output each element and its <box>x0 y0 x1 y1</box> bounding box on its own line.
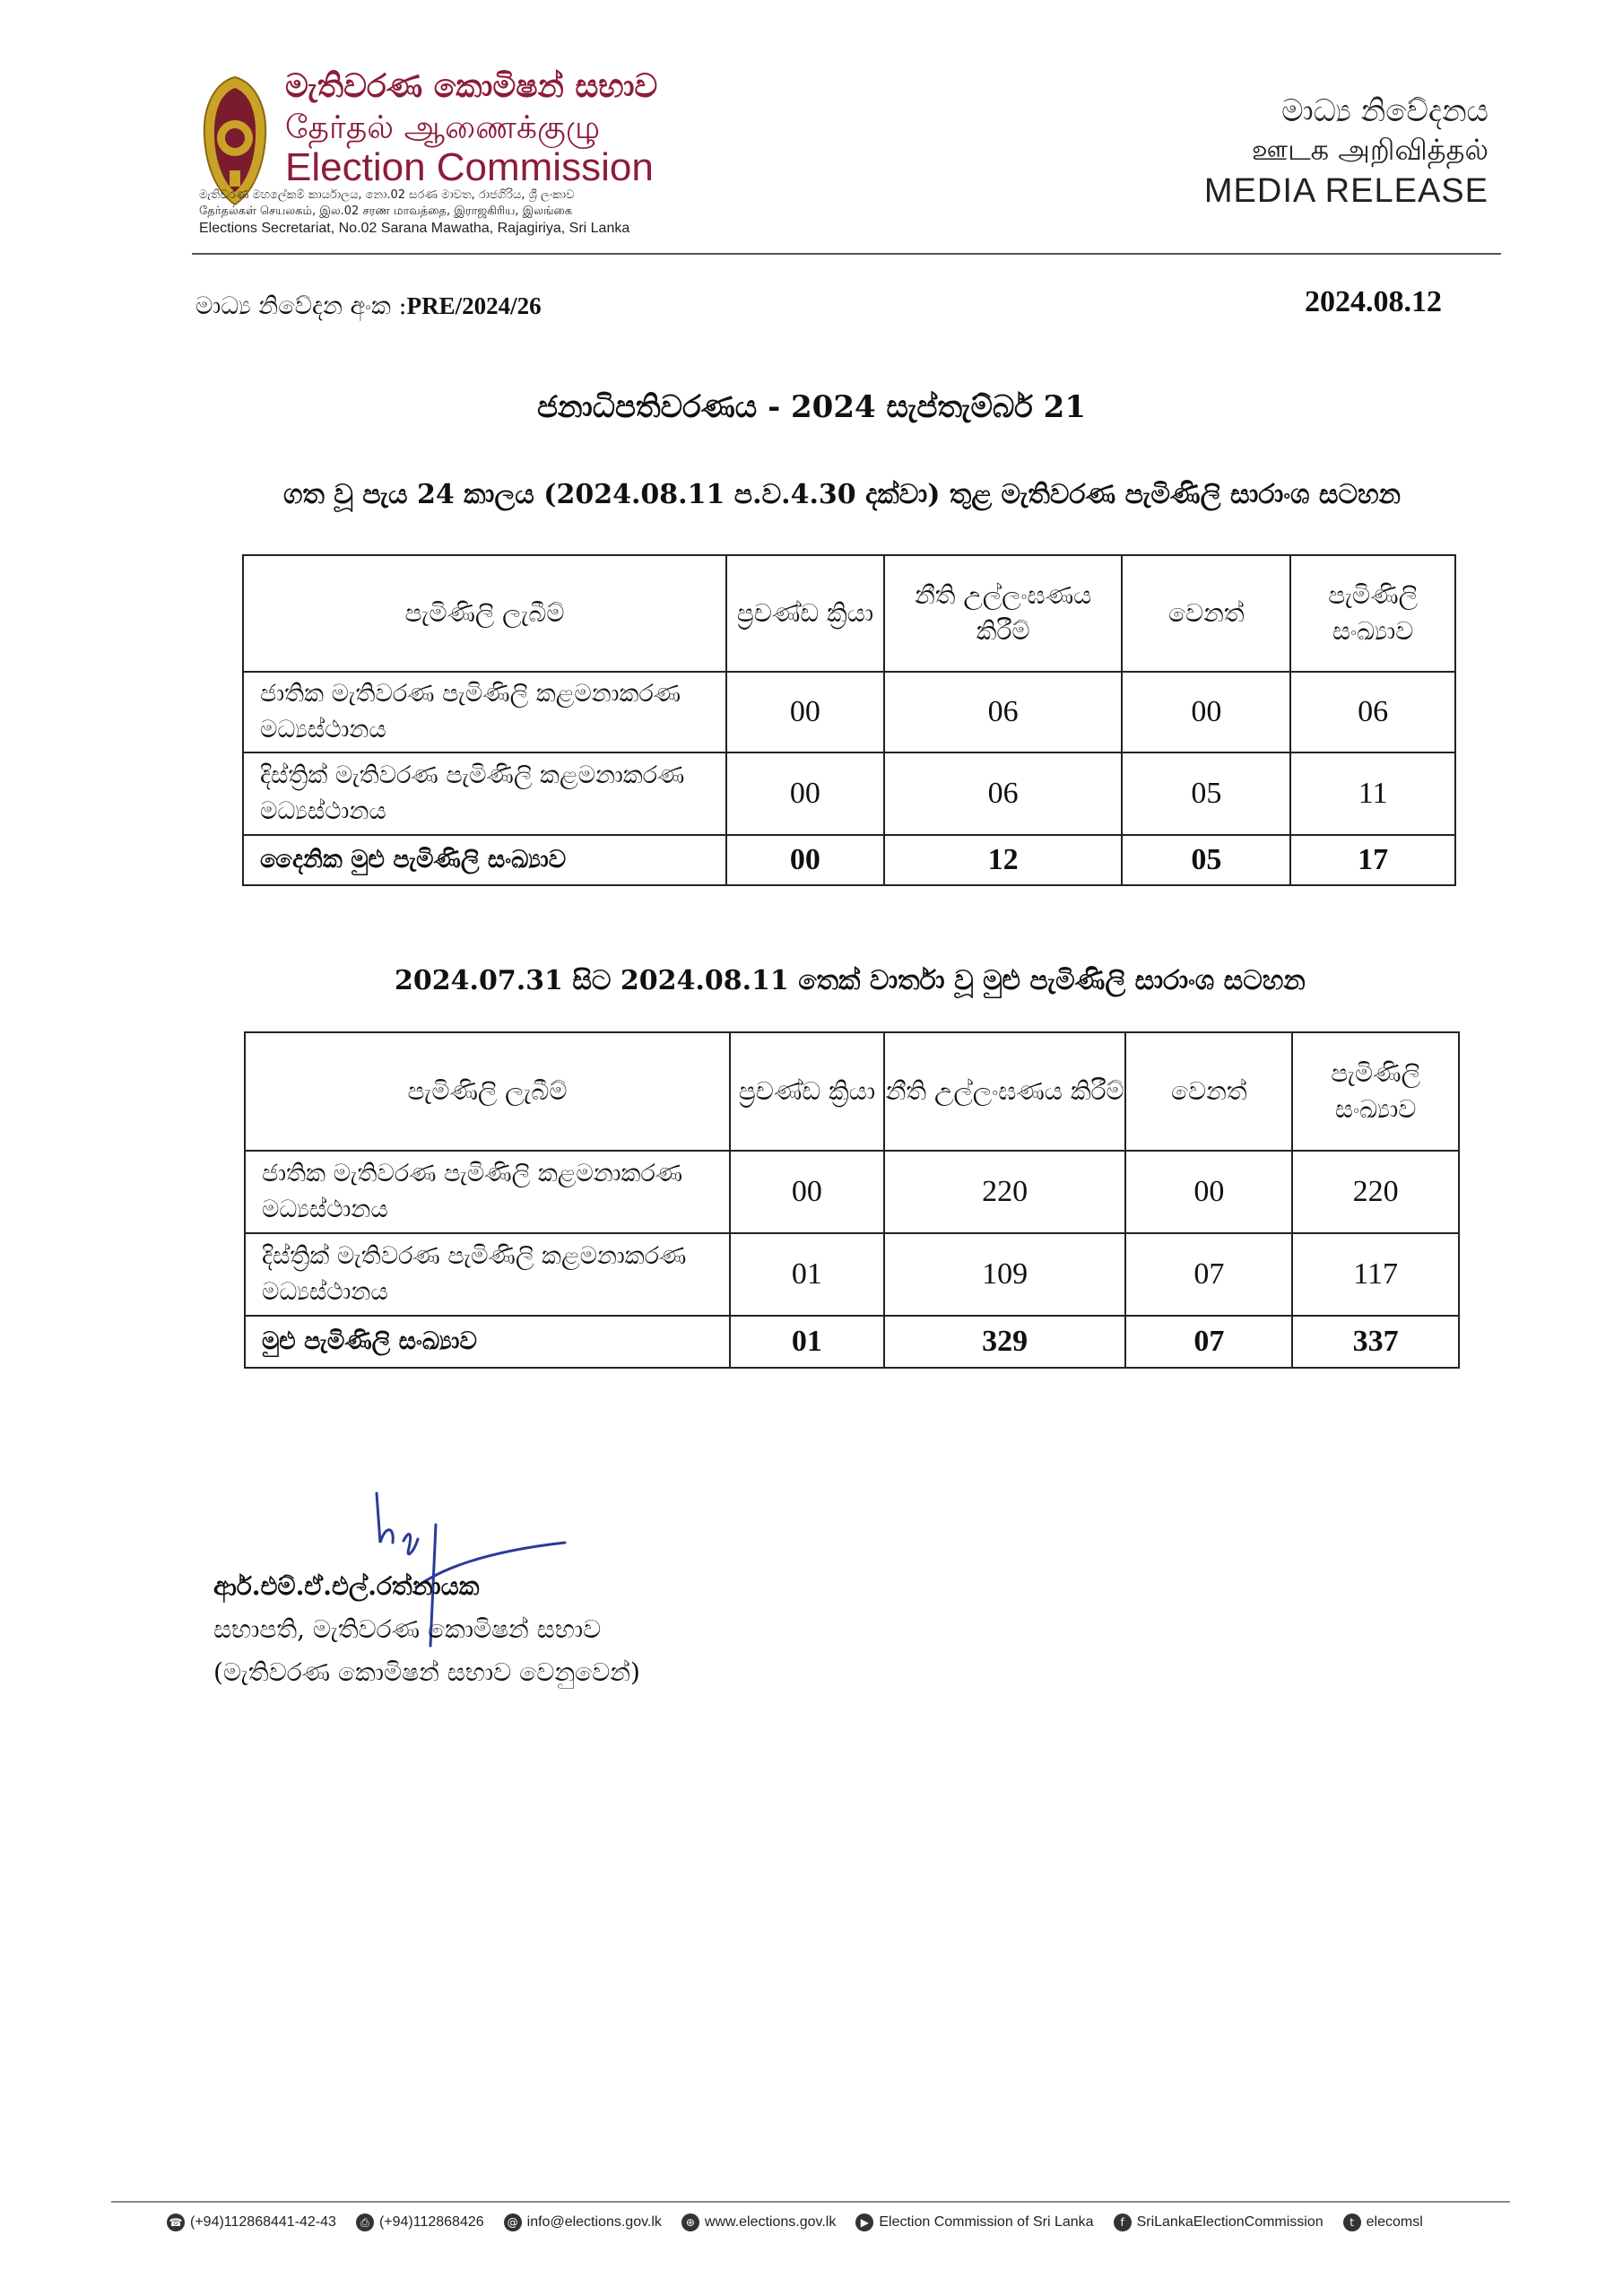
daily-complaints-table <box>242 554 1456 886</box>
reference-label: මාධ්‍ය නිවේදන අංක : <box>195 292 407 320</box>
cell-law-violations: 06 <box>884 752 1123 835</box>
header-complaint-count: පැමිණිලි සංඛ්‍යාව <box>1292 1032 1459 1151</box>
cell-violence: 00 <box>726 672 884 752</box>
footer-divider <box>111 2201 1510 2203</box>
total-count: 17 <box>1290 835 1455 885</box>
cell-violence: 00 <box>730 1151 884 1233</box>
phone-icon: ☎ <box>167 2213 185 2231</box>
email-icon: @ <box>504 2213 522 2231</box>
cell-total: 06 <box>1290 672 1455 752</box>
cell-law-violations: 109 <box>884 1233 1126 1316</box>
org-name-english: Election Commission <box>285 145 654 189</box>
document-title: ජනාධිපතිවරණය - 2024 සැප්තැම්බර් 21 <box>537 389 1086 425</box>
footer-phone[interactable]: ☎ (+94)112868441-42-43 <box>167 2213 336 2231</box>
row-label: දිස්ත්‍රික් මැතිවරණ පැමිණිලි කළමනාකරණ මධ්‍යස්ථානය <box>243 752 726 835</box>
twitter-icon: t <box>1343 2213 1361 2231</box>
cell-other: 00 <box>1125 1151 1292 1233</box>
youtube-icon: ▶ <box>855 2213 873 2231</box>
fax-icon: ⎙ <box>356 2213 374 2231</box>
signatory-note: (මැතිවරණ කොමිෂන් සභාව වෙනුවෙන්) <box>213 1657 640 1687</box>
org-name-sinhala: මැතිවරණ කොමිෂන් සභාව <box>285 68 658 105</box>
header-divider <box>192 253 1501 255</box>
header-complaint-count: පැමිණිලි සංඛ්‍යාව <box>1290 555 1455 672</box>
release-date: 2024.08.12 <box>1305 285 1442 318</box>
footer-contacts <box>167 2213 1512 2231</box>
header-law-violations: නීති උල්ලංඝණය කිරීම් <box>884 1032 1126 1151</box>
footer-fax[interactable]: ⎙ (+94)112868426 <box>356 2213 484 2231</box>
header-other: වෙනත් <box>1125 1032 1292 1151</box>
cell-total: 11 <box>1290 752 1455 835</box>
table-row <box>245 1151 1459 1233</box>
cell-total: 117 <box>1292 1233 1459 1316</box>
table-row <box>243 672 1455 752</box>
total-other: 05 <box>1122 835 1290 885</box>
reference-line <box>195 292 542 321</box>
footer-facebook-link[interactable]: f SriLankaElectionCommission <box>1114 2213 1324 2231</box>
web-icon: ⊕ <box>681 2213 699 2231</box>
header-other: වෙනත් <box>1122 555 1290 672</box>
media-release-sinhala: මාධ්‍ය නිවේදනය <box>1281 93 1488 129</box>
header-complaints-received: පැමිණිලි ලැබීම් <box>245 1032 730 1151</box>
cell-violence: 00 <box>726 752 884 835</box>
total-violence: 01 <box>730 1316 884 1368</box>
address-sinhala: මැතිවරණ මහලේකම් කාර්යාලය, නො.02 සරණ මාවත, රාජගිරිය, ශ්‍රී ලංකාව <box>199 188 575 202</box>
total-row-label: මුළු පැමිණිලි සංඛ්‍යාව <box>245 1316 730 1368</box>
row-label: දිස්ත්‍රික් මැතිවරණ පැමිණිලි කළමනාකරණ මධ්‍යස්ථානය <box>245 1233 730 1316</box>
total-row <box>243 835 1455 885</box>
address-english: Elections Secretariat, No.02 Sarana Mawatha, Rajagiriya, Sri Lanka <box>199 221 630 236</box>
org-name-tamil: தேர்தல் ஆணைக்குழு <box>285 109 601 146</box>
row-label: ජාතික මැතිවරණ පැමිණිලි කළමනාකරණ මධ්‍යස්ථානය <box>245 1151 730 1233</box>
footer-youtube-link[interactable]: ▶ Election Commission of Sri Lanka <box>855 2213 1093 2231</box>
cumulative-complaints-table <box>244 1031 1460 1369</box>
total-row-label: දෛනික මුළු පැමිණිලි සංඛ්‍යාව <box>243 835 726 885</box>
total-count: 337 <box>1292 1316 1459 1368</box>
cell-other: 05 <box>1122 752 1290 835</box>
cell-law-violations: 06 <box>884 672 1123 752</box>
header-violence: ප්‍රචණ්ඩ ක්‍රියා <box>726 555 884 672</box>
facebook-icon: f <box>1114 2213 1132 2231</box>
signatory-title: සභාපති, මැතිවරණ කොමිෂන් සභාව <box>213 1614 602 1644</box>
table-row <box>243 752 1455 835</box>
cell-other: 00 <box>1122 672 1290 752</box>
footer-twitter-link[interactable]: t elecomsl <box>1343 2213 1423 2231</box>
address-tamil: தேர்தல்கள் செயலகம், இல.02 சரண மாவத்தை, இராஜகிரிய, இலங்கை <box>199 204 573 218</box>
cell-total: 220 <box>1292 1151 1459 1233</box>
total-law-violations: 12 <box>884 835 1123 885</box>
row-label: ජාතික මැතිවරණ පැමිණිලි කළමනාකරණ මධ්‍යස්ථානය <box>243 672 726 752</box>
total-law-violations: 329 <box>884 1316 1126 1368</box>
footer-email-link[interactable]: @ info@elections.gov.lk <box>504 2213 662 2231</box>
cell-law-violations: 220 <box>884 1151 1126 1233</box>
table1-caption: ගත වූ පැය 24 කාලය (2024.08.11 ප.ව.4.30 දක්වා) තුළ මැතිවරණ පැමිණිලි සාරාංශ සටහන <box>283 479 1401 510</box>
header-complaints-received: පැමිණිලි ලැබීම් <box>243 555 726 672</box>
total-other: 07 <box>1125 1316 1292 1368</box>
table-row <box>245 1233 1459 1316</box>
total-violence: 00 <box>726 835 884 885</box>
cell-violence: 01 <box>730 1233 884 1316</box>
media-release-tamil: ஊடக அறிவித்தல் <box>1251 133 1488 167</box>
cell-other: 07 <box>1125 1233 1292 1316</box>
header-law-violations: නීති උල්ලංඝණය කිරීම් <box>884 555 1123 672</box>
reference-number: PRE/2024/26 <box>406 292 542 319</box>
media-release-english: MEDIA RELEASE <box>1203 172 1488 210</box>
total-row <box>245 1316 1459 1368</box>
table2-caption: 2024.07.31 සිට 2024.08.11 තෙක් වාර්තා වූ මුළු පැමිණිලි සාරාංශ සටහන <box>395 965 1306 996</box>
footer-website-link[interactable]: ⊕ www.elections.gov.lk <box>681 2213 836 2231</box>
signatory-name: ආර්.එම්.ඒ.එල්.රත්නායක <box>213 1571 480 1601</box>
header-violence: ප්‍රචණ්ඩ ක්‍රියා <box>730 1032 884 1151</box>
